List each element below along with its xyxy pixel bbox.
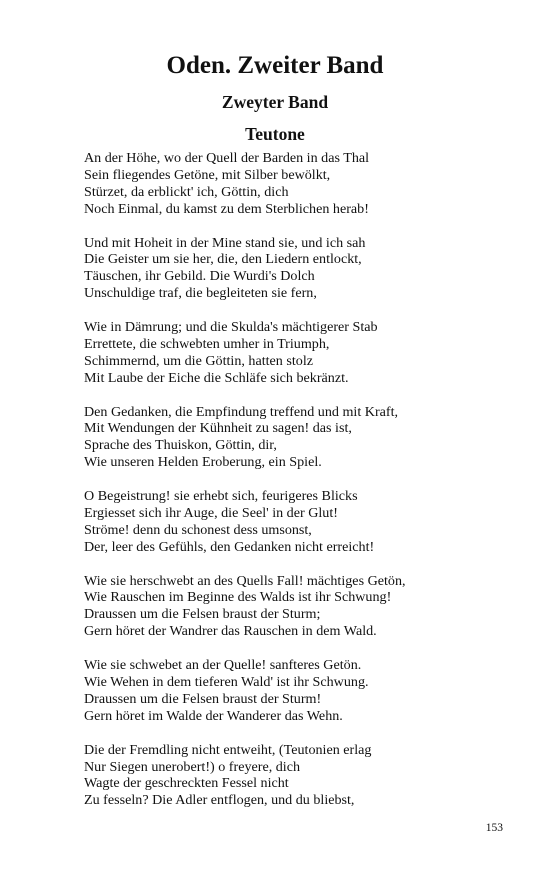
poem-line: Stürzet, da erblickt' ich, Göttin, dich	[84, 183, 289, 200]
book-title: Oden. Zweiter Band	[166, 52, 384, 79]
poem-line: Wie sie schwebet an der Quelle! sanfteres Getön.	[84, 657, 362, 674]
poem-line: O Begeistrung! sie erhebt sich, feurigeres Blicks	[84, 488, 358, 505]
poem-line: Nur Siegen unerobert!) o freyere, dich	[84, 758, 301, 775]
poem-line: Mit Wendungen der Kühnheit zu sagen! das ist,	[84, 420, 352, 437]
poem-line: Wagte der geschreckten Fessel nicht	[84, 775, 289, 792]
poem-body	[84, 150, 504, 826]
poem-line: Noch Einmal, du kamst zu dem Sterblichen herab!	[84, 200, 369, 217]
poem-line: Errettete, die schwebten umher in Triumph,	[84, 335, 330, 352]
poem-line: Wie in Dämrung; und die Skulda's mächtigerer Stab	[84, 319, 378, 336]
poem-line: Und mit Hoheit in der Mine stand sie, und ich sah	[84, 234, 366, 251]
poem-line: An der Höhe, wo der Quell der Barden in das Thal	[84, 150, 370, 166]
poem-line: Wie unseren Helden Eroberung, ein Spiel.	[84, 454, 322, 471]
stanza	[84, 235, 504, 303]
poem-line: Mit Laube der Eiche die Schläfe sich bekränzt.	[84, 369, 349, 386]
poem-line: Schimmernd, um die Göttin, hatten stolz	[84, 352, 313, 369]
stanza	[84, 404, 504, 472]
poem-line: Gern höret der Wandrer das Rauschen in dem Wald.	[84, 623, 377, 640]
page-number: 153	[485, 822, 503, 834]
poem-title: Teutone	[245, 124, 305, 144]
stanza	[84, 488, 504, 556]
poem-line: Ströme! denn du schonest dess umsonst,	[84, 521, 312, 538]
poem-line: Draussen um die Felsen braust der Sturm;	[84, 606, 321, 623]
poem-line: Der, leer des Gefühls, den Gedanken nicht erreicht!	[84, 538, 375, 555]
poem-line: Sein fliegendes Getöne, mit Silber bewölkt,	[84, 166, 331, 183]
stanza	[84, 573, 504, 641]
poem-line: Die Geister um sie her, die, den Liedern entlockt,	[84, 251, 362, 268]
stanza	[84, 319, 504, 387]
poem-line: Den Gedanken, die Empfindung treffend und mit Kraft,	[84, 403, 399, 420]
poem-line: Wie Wehen in dem tieferen Wald' ist ihr Schwung.	[84, 674, 369, 690]
stanza	[84, 742, 504, 810]
poem-line: Wie sie herschwebt an des Quells Fall! mächtiges Getön,	[84, 572, 406, 589]
poem-line: Die der Fremdling nicht entweiht, (Teutonien erlag	[84, 741, 372, 758]
poem-line: Sprache des Thuiskon, Göttin, dir,	[84, 437, 277, 454]
stanza	[84, 657, 504, 725]
poem-line: Ergiesset sich ihr Auge, die Seel' in der Glut!	[84, 504, 338, 521]
poem-line: Täuschen, ihr Gebild. Die Wurdi's Dolch	[84, 268, 315, 285]
poem-line: Wie Rauschen im Beginne des Walds ist ihr Schwung!	[84, 589, 392, 606]
poem-line: Draussen um die Felsen braust der Sturm!	[84, 690, 322, 707]
poem-line: Unschuldige traf, die begleiteten sie fern,	[84, 285, 317, 302]
poem-line: Gern höret im Walde der Wanderer das Wehn.	[84, 707, 343, 724]
poem-line: Zu fesseln? Die Adler entflogen, und du bliebst,	[84, 792, 355, 809]
stanza	[84, 150, 504, 218]
volume-title: Zweyter Band	[221, 92, 329, 112]
